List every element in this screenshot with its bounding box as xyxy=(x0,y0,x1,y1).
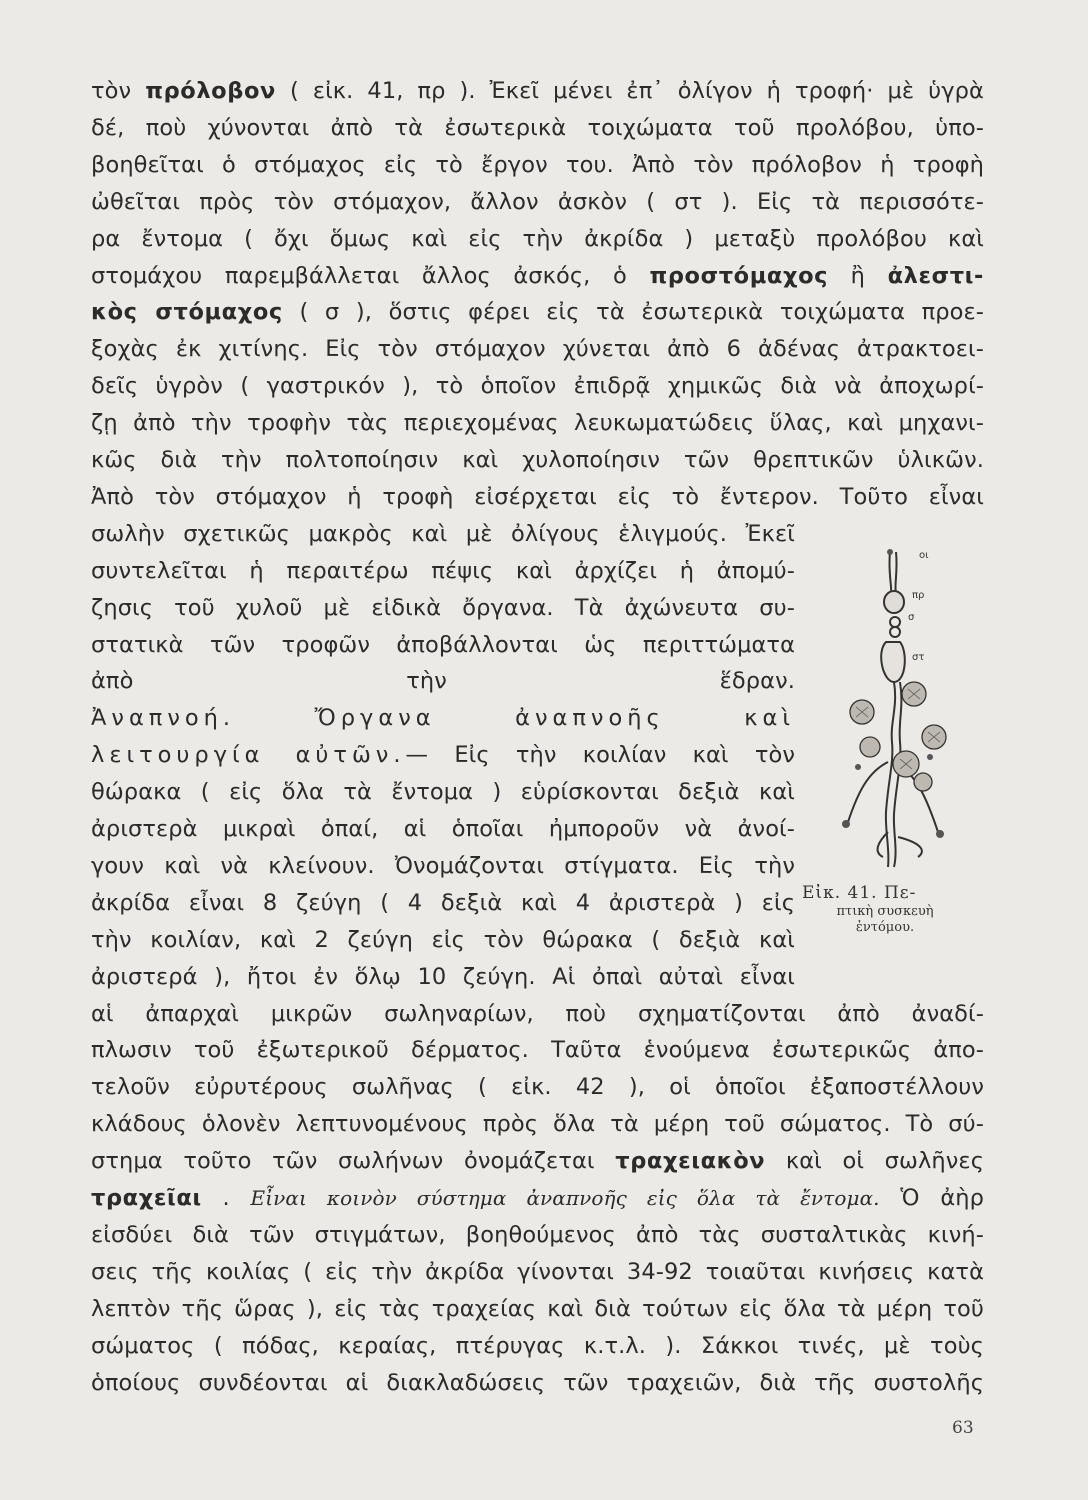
text-segment: Ὁ ἀὴρ xyxy=(879,1185,984,1211)
caption-line-2: πτικὴ συσκευὴ xyxy=(836,904,934,919)
text-line xyxy=(91,187,984,217)
text-segment: αἱ ἀπαρχαὶ μικρῶν σωληναρίων, ποὺ σχηματίζονται ἀπὸ ἀναδί- xyxy=(91,1000,984,1027)
text-segment: στατικὰ τῶν τροφῶν ἀποβάλλονται ὡς περιττώματα xyxy=(91,631,795,658)
text-line xyxy=(91,1183,984,1213)
text-segment: ἀλεστι- xyxy=(887,262,984,289)
text-line xyxy=(91,1072,984,1102)
text-line xyxy=(91,519,795,549)
text-line xyxy=(91,888,795,918)
text-line xyxy=(91,261,984,291)
text-line xyxy=(91,224,984,254)
text-segment: δεῖς ὑγρὸν ( γαστρικόν ), τὸ ὁποῖον ἐπιδρᾷ χημικῶς διὰ νὰ ἀποχωρί- xyxy=(91,373,984,400)
text-line xyxy=(91,408,984,438)
text-segment: ἀριστερά ), ἤτοι ἐν ὅλῳ 10 ζεύγη. Αἱ ὀπαὶ αὐταὶ εἶναι xyxy=(91,963,795,990)
text-line xyxy=(91,925,795,955)
text-line xyxy=(91,999,984,1029)
digestive-system-figure xyxy=(828,532,978,877)
text-segment: θώρακα ( εἰς ὅλα τὰ ἔντομα ) εὑρίσκονται δεξιὰ καὶ xyxy=(91,779,795,806)
text-line xyxy=(91,1035,984,1065)
digestive-system-illustration xyxy=(828,532,978,877)
label-oi: οι xyxy=(919,550,929,561)
text-line xyxy=(91,740,795,770)
text-line xyxy=(91,445,984,475)
text-segment: λειτουργία αὐτῶν. xyxy=(91,742,406,769)
text-segment: λεπτὸν τῆς ὥρας ), εἰς τὰς τραχείας καὶ διὰ τούτων εἰς ὅλα τὰ μέρη τοῦ xyxy=(91,1295,984,1322)
text-line xyxy=(91,76,984,106)
text-line xyxy=(91,630,795,660)
text-segment: δέ, ποὺ χύνονται ἀπὸ τὰ ἐσωτερικὰ τοιχώματα τοῦ προλόβου, ὑπο- xyxy=(91,114,984,141)
text-segment: τὴν κοιλίαν, καὶ 2 ζεύγη εἰς τὸν θώρακα ( δεξιὰ καὶ xyxy=(91,926,795,953)
text-segment: ρα ἔντομα ( ὄχι ὅμως καὶ εἰς τὴν ἀκρίδα ) μεταξὺ προλόβου καὶ xyxy=(91,225,984,252)
text-line xyxy=(91,666,795,696)
text-segment: ὠθεῖται πρὸς τὸν στόμαχον, ἄλλον ἀσκὸν ( στ ). Εἰς τὰ περισσότε- xyxy=(91,188,984,215)
text-segment: βοηθεῖται ὁ στόμαχος εἰς τὸ ἔργον του. Ἀπὸ τὸν πρόλοβον ἡ τροφὴ xyxy=(91,151,984,178)
text-segment: κῶς διὰ τὴν πολτοποίησιν καὶ χυλοποίησιν τῶν θρεπτικῶν ὑλικῶν. xyxy=(91,447,984,473)
text-segment: ἀπὸ τὴν ἕδραν. xyxy=(91,668,795,695)
text-line xyxy=(91,777,795,807)
text-segment: κὸς στόμαχος xyxy=(91,299,283,326)
text-segment: εἰσδύει διὰ τῶν στιγμάτων, βοηθούμενος ἀπὸ τὰς συσταλτικὰς κινή- xyxy=(91,1221,984,1248)
text-segment: ζῃ ἀπὸ τὴν τροφὴν τὰς περιεχομένας λευκωματώδεις ὕλας, καὶ μηχανι- xyxy=(91,410,984,437)
text-segment: τραχειακὸν xyxy=(615,1148,766,1175)
text-line xyxy=(91,482,984,512)
text-segment: ἀκρίδα εἶναι 8 ζεύγη ( 4 δεξιὰ καὶ 4 ἀριστερὰ ) εἰς xyxy=(91,889,795,916)
text-segment: ζησις τοῦ χυλοῦ μὲ εἰδικὰ ὄργανα. Τὰ ἀχώνευτα συ- xyxy=(91,594,795,621)
text-segment: στομάχου παρεμβάλλεται ἄλλος ἀσκός, ὁ xyxy=(91,262,650,289)
text-line xyxy=(91,703,795,733)
text-segment: κλάδους ὁλονὲν λεπτυνομένους πρὸς ὅλα τὰ μέρη τοῦ σώματος. Τὸ σύ- xyxy=(91,1111,984,1138)
text-segment: ὁποίους συνδέονται αἱ διακλαδώσεις τῶν τραχειῶν, διὰ τῆς συστολῆς xyxy=(91,1369,984,1396)
text-line xyxy=(91,593,795,623)
text-segment: στημα τοῦτο τῶν σωλήνων ὀνομάζεται xyxy=(91,1148,616,1175)
figure-caption xyxy=(800,882,970,936)
text-segment: τραχεῖαι xyxy=(91,1185,202,1211)
text-segment: ἢ xyxy=(828,262,888,289)
label-pr: πρ xyxy=(912,590,925,601)
text-line xyxy=(91,150,984,180)
label-s: σ xyxy=(908,612,915,623)
caption-line-1: Εἰκ. 41. Πε- xyxy=(802,883,917,903)
text-line xyxy=(91,371,984,401)
text-segment: καὶ οἱ σωλῆνες xyxy=(765,1148,984,1175)
text-segment: . xyxy=(201,1185,251,1211)
text-segment: Ἀπὸ τὸν στόμαχον ἡ τροφὴ εἰσέρχεται εἰς τὸ ἔντερον. Τοῦτο εἶναι xyxy=(91,483,984,510)
text-segment: πρόλοβον xyxy=(145,78,276,104)
text-line xyxy=(91,1220,984,1250)
text-segment: σωλὴν σχετικῶς μακρὸς καὶ μὲ ὀλίγους ἑλιγμούς. Ἐκεῖ xyxy=(91,520,795,547)
text-segment: τὸν xyxy=(91,78,146,104)
text-segment: ἀριστερὰ μικραὶ ὀπαί, αἱ ὁποῖαι ἠμποροῦν νὰ ἀνοί- xyxy=(91,816,795,842)
text-segment: — Εἰς τὴν κοιλίαν καὶ τὸν xyxy=(405,742,795,769)
text-line xyxy=(91,1368,984,1398)
text-line xyxy=(91,1331,984,1361)
text-segment: ( εἰκ. 41, πρ ). Ἐκεῖ μένει ἐπ᾽ ὀλίγον ἡ τροφή· μὲ ὑγρὰ xyxy=(275,78,984,104)
text-line xyxy=(91,297,984,327)
text-segment: πλωσιν τοῦ ἐξωτερικοῦ δέρματος. Ταῦτα ἑνούμενα ἐσωτερικῶς ἀπο- xyxy=(91,1037,984,1064)
text-line xyxy=(91,814,795,844)
text-segment: σεις τῆς κοιλίας ( εἰς τὴν ἀκρίδα γίνονται 34-92 τοιαῦται κινήσεις κατὰ xyxy=(91,1258,984,1285)
text-line xyxy=(91,334,984,364)
label-st: στ xyxy=(912,652,925,663)
text-line xyxy=(91,1294,984,1324)
text-segment: Εἶναι κοινὸν σύστημα ἀναπνοῆς εἰς ὅλα τὰ ἔντομα. xyxy=(250,1186,880,1210)
text-segment: ξοχὰς ἐκ χιτίνης. Εἰς τὸν στόμαχον χύνεται ἀπὸ 6 ἀδένας ἀτρακτοει- xyxy=(91,336,984,363)
text-segment: ( σ ), ὅστις φέρει εἰς τὰ ἐσωτερικὰ τοιχώματα προε- xyxy=(282,299,985,326)
text-line xyxy=(91,113,984,143)
text-segment: σώματος ( πόδας, κεραίας, πτέρυγας κ.τ.λ. ). Σάκκοι τινές, μὲ τοὺς xyxy=(91,1332,984,1359)
text-segment: προστόμαχος xyxy=(649,262,829,289)
text-line xyxy=(91,851,795,881)
page-number: 63 xyxy=(952,1418,974,1438)
text-line xyxy=(91,962,795,992)
caption-line-3: ἐντόμου. xyxy=(855,920,915,935)
text-segment: συντελεῖται ἡ περαιτέρω πέψις καὶ ἀρχίζει ἡ ἀπομύ- xyxy=(91,557,795,584)
text-segment: Ἀναπνοή. Ὄργανα ἀναπνοῆς καὶ xyxy=(91,705,795,732)
text-line xyxy=(91,1257,984,1287)
text-line xyxy=(91,1109,984,1139)
text-segment: τελοῦν εὐρυτέρους σωλῆνας ( εἰκ. 42 ), οἱ ὁποῖοι ἐξαποστέλλουν xyxy=(91,1074,984,1101)
text-segment: γουν καὶ νὰ κλείνουν. Ὀνομάζονται στίγματα. Εἰς τὴν xyxy=(91,852,795,879)
text-line xyxy=(91,556,795,586)
text-line xyxy=(91,1146,984,1176)
